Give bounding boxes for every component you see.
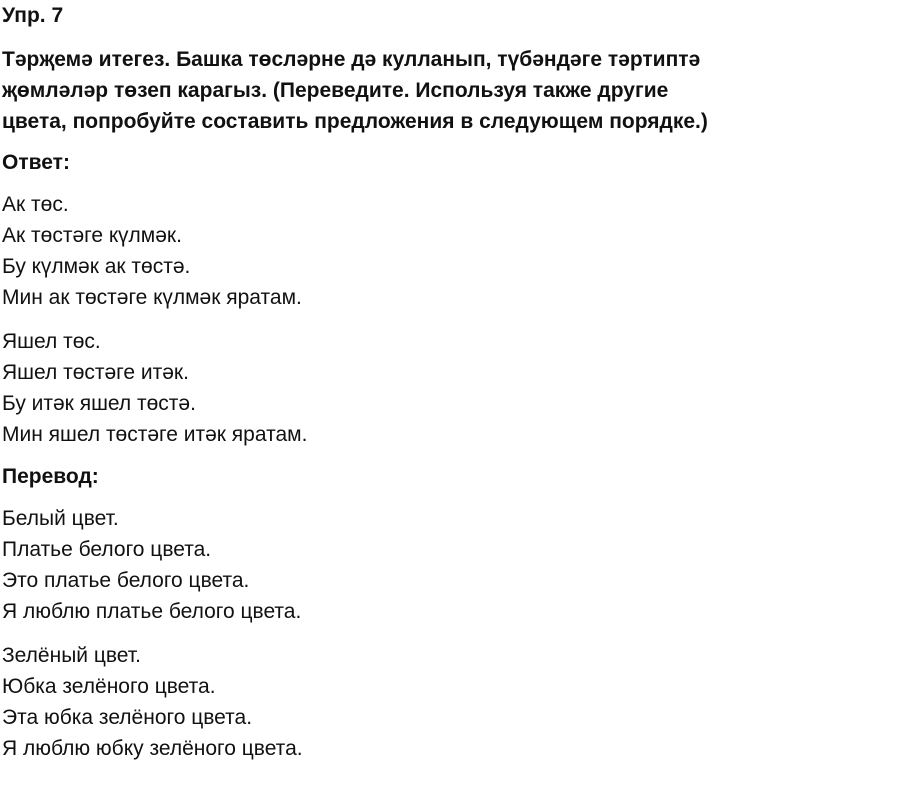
translation-line: Белый цвет. xyxy=(2,507,119,530)
translation-heading: Перевод: xyxy=(2,465,99,488)
task-line: җөмләләр төзеп карагыз. (Переведите. Используя также другие xyxy=(2,79,669,102)
translation-group-white xyxy=(2,503,917,627)
exercise-title: Упр. 7 xyxy=(2,4,64,27)
answer-line: Бу күлмәк ак төстә. xyxy=(2,255,191,278)
task-instructions xyxy=(2,44,917,137)
translation-line: Я люблю юбку зелёного цвета. xyxy=(2,737,303,760)
answer-line: Бу итәк яшел төстә. xyxy=(2,392,196,415)
answer-line: Мин яшел төстәге итәк яратам. xyxy=(2,423,308,446)
translation-line: Юбка зелёного цвета. xyxy=(2,675,216,698)
translation-line: Зелёный цвет. xyxy=(2,644,141,667)
answer-line: Ак төс. xyxy=(2,193,69,216)
task-line: Тәрҗемә итегез. Башка төсләрне дә кулланып, түбәндәге тәртиптә xyxy=(2,48,701,71)
answer-line: Ак төстәге күлмәк. xyxy=(2,224,182,247)
answer-group-white xyxy=(2,189,917,313)
task-line: цвета, попробуйте составить предложения в следующем порядке.) xyxy=(2,110,708,133)
answer-group-green xyxy=(2,326,917,450)
translation-group-green xyxy=(2,640,917,764)
answer-line: Яшел төс. xyxy=(2,330,101,353)
answer-line: Мин ак төстәге күлмәк яратам. xyxy=(2,286,302,309)
translation-line: Я люблю платье белого цвета. xyxy=(2,600,302,623)
translation-line: Эта юбка зелёного цвета. xyxy=(2,706,253,729)
translation-line: Это платье белого цвета. xyxy=(2,569,250,592)
answer-line: Яшел төстәге итәк. xyxy=(2,361,189,384)
translation-line: Платье белого цвета. xyxy=(2,538,212,561)
answer-heading: Ответ: xyxy=(2,151,70,174)
